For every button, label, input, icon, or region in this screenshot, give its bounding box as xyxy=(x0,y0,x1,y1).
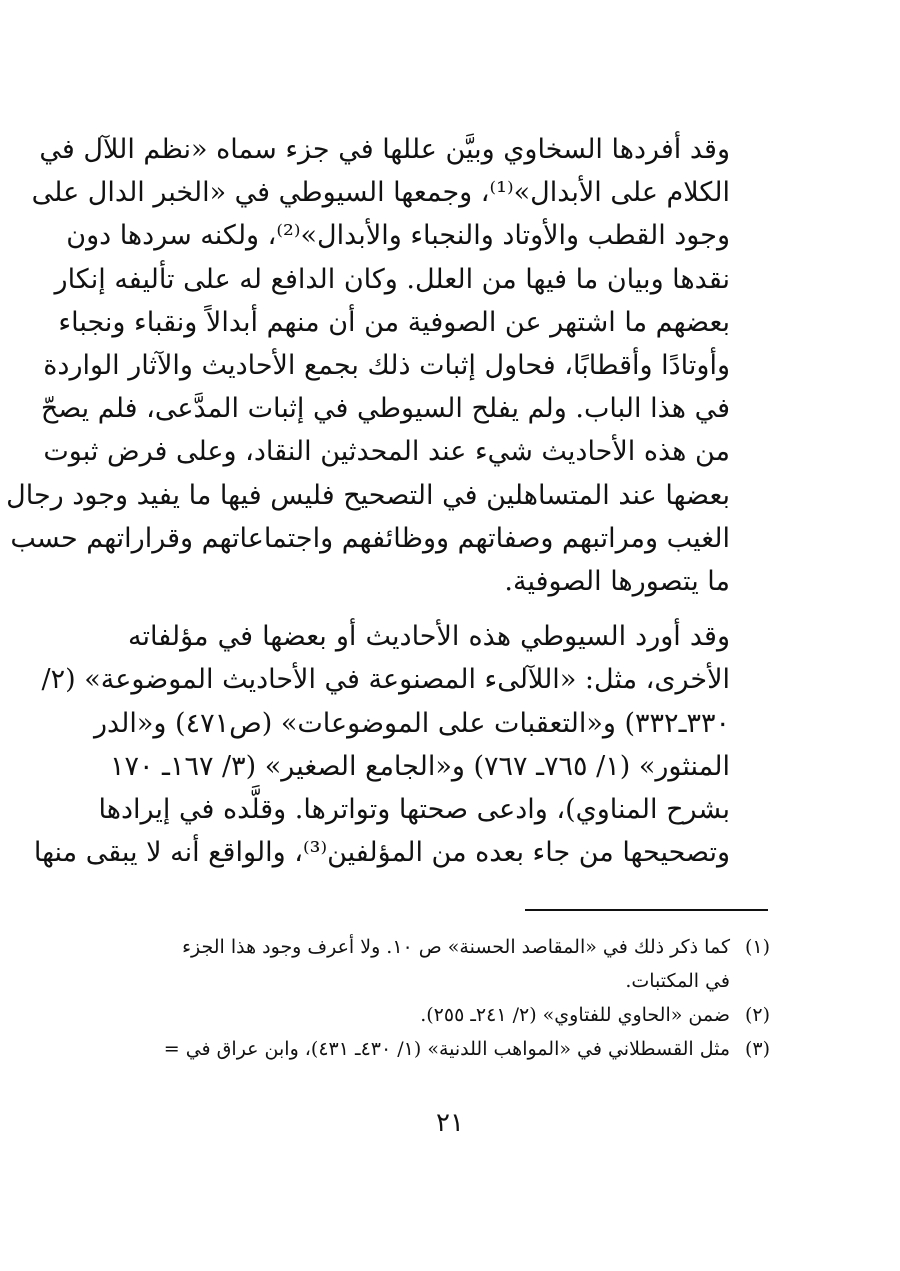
text-line: وقد أفردها السخاوي وبيَّن عللها في جزء سماه «نظم اللآل في xyxy=(39,134,730,165)
footnote-number: (٣) xyxy=(744,1038,770,1060)
footnotes xyxy=(118,930,770,1066)
footnote-text: ضمن «الحاوي للفتاوي» (٢/ ٢٤١ـ ٢٥٥). xyxy=(420,1004,730,1026)
footnote-continuation: في المكتبات. xyxy=(625,970,730,992)
text-line: بعضها عند المتساهلين في التصحيح فليس فيها ما يفيد وجود رجال xyxy=(6,479,730,511)
text-line: وتصحيحها من جاء بعده من المؤلفين⁽³⁾، والواقع أنه لا يبقى منها xyxy=(33,837,730,869)
text-line: في هذا الباب. ولم يفلح السيوطي في إثبات المدَّعى، فلم يصحّ xyxy=(40,393,730,425)
text-line: الأخرى، مثل: «اللآلىء المصنوعة في الأحاديث الموضوعة» (٢/ xyxy=(41,664,730,696)
footnote-text: مثل القسطلاني في «المواهب اللدنية» (١/ ٤٣٠ـ ٤٣١)، وابن عراق في = xyxy=(163,1038,730,1060)
text-line: وقد أورد السيوطي هذه الأحاديث أو بعضها في مؤلفاته xyxy=(128,621,730,653)
footnote-3 xyxy=(118,1032,770,1066)
text-line: من هذه الأحاديث شيء عند المحدثين النقاد، وعلى فرض ثبوت xyxy=(43,436,730,468)
footnote-separator xyxy=(525,909,768,911)
text-line: الكلام على الأبدال»⁽¹⁾، وجمعها السيوطي في «الخبر الدال على xyxy=(31,177,730,209)
main-text xyxy=(6,128,768,874)
footnote-text: كما ذكر ذلك في «المقاصد الحسنة» ص ١٠. ولا أعرف وجود هذا الجزء xyxy=(182,936,730,958)
text-line: ما يتصورها الصوفية. xyxy=(504,566,730,598)
page-number: ٢١ xyxy=(436,1108,464,1138)
text-line: بعضهم ما اشتهر عن الصوفية من أن منهم أبدالاً ونقباء ونجباء xyxy=(58,306,730,338)
text-line: وأوتادًا وأقطابًا، فحاول إثبات ذلك بجمع الأحاديث والآثار الواردة xyxy=(43,350,730,382)
text-line: نقدها وبيان ما فيها من العلل. وكان الدافع له على تأليفه إنكار xyxy=(54,263,730,295)
footnote-number: (١) xyxy=(744,936,770,958)
text-line: بشرح المناوي)، وادعى صحتها وتواترها. وقلَّده في إيرادها xyxy=(98,794,730,826)
text-line: وجود القطب والأوتاد والنجباء والأبدال»⁽²⁾، ولكنه سردها دون xyxy=(66,220,730,252)
text-line: الغيب ومراتبهم وصفاتهم ووظائفهم واجتماعاتهم وقراراتهم حسب xyxy=(10,522,730,554)
paragraph-2 xyxy=(33,615,768,874)
text-line: ٣٣٠ـ٣٣٢) و«التعقبات على الموضوعات» (ص٤٧١) و«الدر xyxy=(93,707,730,739)
paragraph-1 xyxy=(6,128,768,603)
footnote-2 xyxy=(118,998,770,1032)
text-line: المنثور» (١/ ٧٦٥ـ ٧٦٧) و«الجامع الصغير» (٣/ ١٦٧ـ ١٧٠ xyxy=(109,750,730,782)
footnote-1 xyxy=(118,930,770,964)
footnote-number: (٢) xyxy=(744,1004,770,1026)
